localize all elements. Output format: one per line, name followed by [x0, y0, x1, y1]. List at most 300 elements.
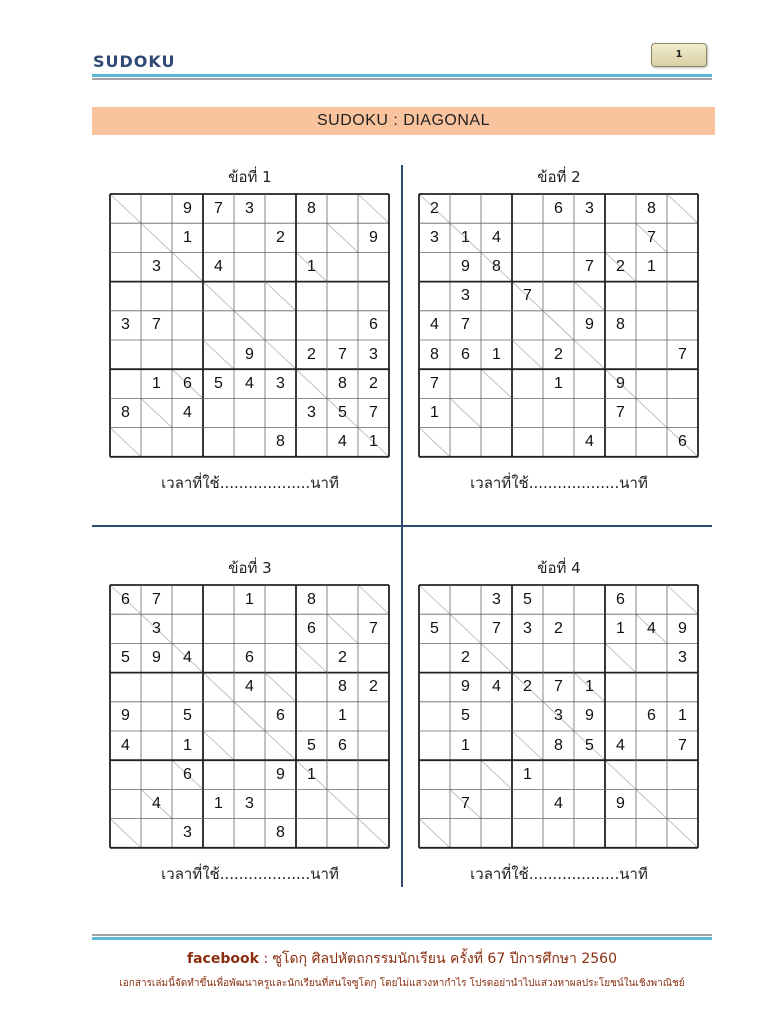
sudoku-cell [605, 194, 636, 223]
sudoku-cell [419, 252, 450, 281]
sudoku-cell [667, 819, 698, 848]
sudoku-cell: 7 [616, 403, 625, 421]
footer-credit [92, 948, 712, 970]
sudoku-cell [667, 369, 698, 398]
puzzle-label: ข้อที่ 3 [228, 559, 272, 577]
sudoku-cell [265, 673, 296, 702]
sudoku-cell [543, 585, 574, 614]
sudoku-cell: 5 [214, 374, 223, 392]
sudoku-cell [203, 760, 234, 789]
sudoku-cell: 1 [492, 345, 501, 363]
horizontal-divider [92, 525, 712, 527]
sudoku-cell [296, 311, 327, 340]
sudoku-cell: 7 [214, 199, 223, 217]
sudoku-cell: 2 [461, 648, 470, 666]
sudoku-cell [172, 789, 203, 818]
sudoku-cell: 1 [616, 619, 625, 637]
sudoku-cell [141, 702, 172, 731]
sudoku-cell [296, 282, 327, 311]
sudoku-cell: 6 [554, 199, 563, 217]
sudoku-cell: 2 [307, 345, 316, 363]
sudoku-cell: 7 [338, 345, 347, 363]
sudoku-cell [636, 731, 667, 760]
sudoku-cell [110, 789, 141, 818]
sudoku-cell [265, 194, 296, 223]
sudoku-cell [605, 760, 636, 789]
sudoku-cell: 4 [492, 228, 501, 246]
sudoku-cell: 4 [245, 374, 254, 392]
sudoku-cell [543, 311, 574, 340]
footer-credit-text: : ซูโดกุ ศิลปหัตถกรรมนักเรียน ครั้งที่ 67 ปีการศึกษา 2560 [258, 951, 617, 967]
sudoku-cell: 1 [338, 707, 347, 725]
sudoku-cell [636, 282, 667, 311]
sudoku-cell [574, 819, 605, 848]
sudoku-cell [605, 702, 636, 731]
sudoku-cell [141, 760, 172, 789]
sudoku-cell: 7 [152, 316, 161, 334]
sudoku-cell [636, 819, 667, 848]
sudoku-cell: 3 [461, 287, 470, 305]
sudoku-cell: 9 [152, 648, 161, 666]
puzzle-label: ข้อที่ 1 [228, 168, 272, 186]
sudoku-cell [296, 819, 327, 848]
sudoku-cell [450, 398, 481, 427]
sudoku-cell [450, 585, 481, 614]
sudoku-cell [141, 340, 172, 369]
sudoku-cell: 1 [214, 794, 223, 812]
sudoku-grid [418, 584, 697, 847]
sudoku-grid [418, 193, 697, 456]
sudoku-cell [234, 819, 265, 848]
sudoku-cell [203, 673, 234, 702]
sudoku-cell [327, 760, 358, 789]
sudoku-cell [636, 643, 667, 672]
sudoku-cell: 3 [585, 199, 594, 217]
sudoku-cell [327, 223, 358, 252]
sudoku-cell [605, 428, 636, 457]
sudoku-cell [636, 585, 667, 614]
sudoku-cell [327, 585, 358, 614]
sudoku-cell [296, 673, 327, 702]
sudoku-cell [110, 819, 141, 848]
sudoku-cell: 1 [461, 228, 470, 246]
sudoku-cell: 4 [183, 648, 192, 666]
sudoku-cell: 7 [152, 590, 161, 608]
sudoku-cell: 6 [183, 765, 192, 783]
sudoku-cell: 3 [152, 257, 161, 275]
sudoku-cell [512, 643, 543, 672]
sudoku-cell [327, 819, 358, 848]
sudoku-cell: 3 [492, 590, 501, 608]
sudoku-cell: 3 [307, 403, 316, 421]
sudoku-cell: 3 [183, 824, 192, 842]
sudoku-cell [203, 428, 234, 457]
sudoku-cell [419, 673, 450, 702]
sudoku-cell: 6 [369, 316, 378, 334]
sudoku-cell: 7 [492, 619, 501, 637]
sudoku-cell [667, 252, 698, 281]
sudoku-cell: 8 [338, 374, 347, 392]
grid-cells [110, 194, 389, 457]
sudoku-cell [358, 760, 389, 789]
sudoku-cell: 4 [338, 433, 347, 451]
sudoku-cell [512, 194, 543, 223]
sudoku-cell [172, 614, 203, 643]
sudoku-cell: 8 [647, 199, 656, 217]
sudoku-cell: 9 [245, 345, 254, 363]
sudoku-cell: 3 [523, 619, 532, 637]
sudoku-cell [110, 252, 141, 281]
sudoku-cell [574, 643, 605, 672]
sudoku-cell: 4 [121, 736, 130, 754]
puzzle-label: ข้อที่ 2 [537, 168, 581, 186]
sudoku-cell: 7 [678, 736, 687, 754]
sudoku-cell [203, 731, 234, 760]
sudoku-cell: 1 [585, 678, 594, 696]
sudoku-cell [327, 252, 358, 281]
sudoku-cell: 5 [461, 707, 470, 725]
sudoku-cell [636, 311, 667, 340]
page-number-badge: 1 [651, 43, 707, 67]
sudoku-cell: 1 [554, 374, 563, 392]
sudoku-cell [574, 340, 605, 369]
sudoku-cell [296, 223, 327, 252]
sudoku-cell: 8 [307, 199, 316, 217]
sudoku-cell [543, 819, 574, 848]
sudoku-cell [265, 643, 296, 672]
sudoku-cell [203, 223, 234, 252]
time-used-line: เวลาที่ใช้...................นาที [470, 865, 648, 883]
sudoku-cell [450, 760, 481, 789]
sudoku-cell: 9 [461, 678, 470, 696]
sudoku-cell [265, 340, 296, 369]
sudoku-cell [574, 282, 605, 311]
sudoku-cell [605, 223, 636, 252]
sudoku-cell [636, 369, 667, 398]
sudoku-cell: 1 [307, 257, 316, 275]
sudoku-cell [296, 643, 327, 672]
sudoku-cell: 2 [523, 678, 532, 696]
sudoku-cell: 5 [307, 736, 316, 754]
sudoku-cell [172, 282, 203, 311]
sudoku-cell [141, 194, 172, 223]
sudoku-cell: 2 [338, 648, 347, 666]
sudoku-cell: 7 [678, 345, 687, 363]
sudoku-cell [203, 585, 234, 614]
sudoku-cell [543, 398, 574, 427]
sudoku-cell: 4 [245, 678, 254, 696]
sudoku-cell [110, 673, 141, 702]
time-used-line: เวลาที่ใช้...................นาที [161, 474, 339, 492]
facebook-label: facebook [187, 951, 259, 967]
sudoku-cell: 4 [214, 257, 223, 275]
sudoku-cell [358, 282, 389, 311]
sudoku-cell [543, 223, 574, 252]
sudoku-cell: 9 [183, 199, 192, 217]
sudoku-cell: 1 [245, 590, 254, 608]
sudoku-cell: 5 [183, 707, 192, 725]
sudoku-cell [110, 760, 141, 789]
sudoku-cell: 9 [678, 619, 687, 637]
sudoku-cell: 7 [369, 403, 378, 421]
sudoku-cell [172, 673, 203, 702]
sudoku-cell: 4 [585, 433, 594, 451]
sudoku-cell [543, 282, 574, 311]
sudoku-cell [327, 311, 358, 340]
sudoku-cell [543, 760, 574, 789]
sudoku-cell [203, 282, 234, 311]
sudoku-cell [667, 282, 698, 311]
sudoku-cell: 8 [307, 590, 316, 608]
sudoku-cell [203, 819, 234, 848]
sudoku-grid [109, 584, 388, 847]
sudoku-cell [419, 702, 450, 731]
sudoku-cell [574, 398, 605, 427]
sudoku-cell: 6 [245, 648, 254, 666]
sudoku-cell [265, 585, 296, 614]
time-used-line: เวลาที่ใช้...................นาที [470, 474, 648, 492]
sudoku-cell [141, 428, 172, 457]
sudoku-cell: 9 [461, 257, 470, 275]
sudoku-cell [358, 194, 389, 223]
sudoku-cell: 9 [121, 707, 130, 725]
sudoku-cell: 4 [554, 794, 563, 812]
sudoku-cell: 5 [121, 648, 130, 666]
sudoku-cell: 6 [307, 619, 316, 637]
sudoku-cell [574, 789, 605, 818]
sudoku-cell: 1 [523, 765, 532, 783]
sudoku-cell [141, 673, 172, 702]
sudoku-cell [172, 340, 203, 369]
sudoku-cell [172, 311, 203, 340]
sudoku-cell [450, 819, 481, 848]
sudoku-cell [543, 252, 574, 281]
sudoku-cell: 8 [121, 403, 130, 421]
sudoku-cell [358, 585, 389, 614]
sudoku-cell [172, 252, 203, 281]
sudoku-cell [450, 614, 481, 643]
sudoku-cell [234, 398, 265, 427]
sudoku-cell [141, 398, 172, 427]
sudoku-cell [481, 760, 512, 789]
sudoku-cell [327, 789, 358, 818]
sudoku-cell [574, 223, 605, 252]
sudoku-cell [574, 760, 605, 789]
sudoku-cell [419, 819, 450, 848]
sudoku-cell: 2 [369, 678, 378, 696]
sudoku-cell [450, 369, 481, 398]
sudoku-cell [574, 614, 605, 643]
sudoku-cell: 5 [523, 590, 532, 608]
sudoku-cell: 2 [430, 199, 439, 217]
sudoku-cell [265, 614, 296, 643]
sudoku-cell [636, 673, 667, 702]
sudoku-cell [667, 789, 698, 818]
sudoku-cell [481, 428, 512, 457]
sudoku-cell [203, 614, 234, 643]
sudoku-cell [265, 731, 296, 760]
sudoku-cell [481, 282, 512, 311]
sudoku-cell: 2 [616, 257, 625, 275]
sudoku-cell: 5 [430, 619, 439, 637]
sudoku-cell [296, 702, 327, 731]
sudoku-cell: 6 [647, 707, 656, 725]
sudoku-cell: 3 [276, 374, 285, 392]
sudoku-cell: 3 [678, 648, 687, 666]
time-used-line: เวลาที่ใช้...................นาที [161, 865, 339, 883]
sudoku-cell: 6 [461, 345, 470, 363]
sudoku-cell: 7 [523, 287, 532, 305]
sudoku-cell [481, 311, 512, 340]
sudoku-cell [265, 252, 296, 281]
sudoku-cell: 6 [276, 707, 285, 725]
sudoku-cell [234, 614, 265, 643]
sudoku-cell [141, 282, 172, 311]
sudoku-cell [450, 194, 481, 223]
sudoku-cell: 9 [585, 707, 594, 725]
sudoku-cell [512, 731, 543, 760]
sudoku-cell [141, 223, 172, 252]
sudoku-cell: 7 [585, 257, 594, 275]
sudoku-cell [110, 428, 141, 457]
top-rule [92, 74, 712, 80]
sudoku-cell [450, 428, 481, 457]
sudoku-cell: 1 [678, 707, 687, 725]
sudoku-cell [481, 819, 512, 848]
sudoku-cell [265, 789, 296, 818]
sudoku-cell [574, 369, 605, 398]
sudoku-cell: 2 [369, 374, 378, 392]
sudoku-cell [636, 340, 667, 369]
sudoku-cell [419, 585, 450, 614]
sudoku-cell: 6 [183, 374, 192, 392]
sudoku-cell: 1 [461, 736, 470, 754]
sudoku-cell: 8 [276, 824, 285, 842]
sudoku-cell [110, 340, 141, 369]
sudoku-cell: 1 [152, 374, 161, 392]
sudoku-cell [172, 428, 203, 457]
sudoku-cell [296, 789, 327, 818]
sudoku-cell [203, 340, 234, 369]
sudoku-cell: 8 [276, 433, 285, 451]
sudoku-cell [512, 428, 543, 457]
sudoku-cell [574, 585, 605, 614]
sudoku-cell: 6 [338, 736, 347, 754]
sudoku-cell [543, 428, 574, 457]
sudoku-cell [234, 282, 265, 311]
sudoku-cell: 6 [678, 433, 687, 451]
sudoku-cell [512, 311, 543, 340]
sudoku-cell: 4 [647, 619, 656, 637]
sudoku-cell [265, 282, 296, 311]
sudoku-cell [667, 398, 698, 427]
sudoku-cell [481, 789, 512, 818]
sudoku-cell: 3 [245, 199, 254, 217]
header-title: SUDOKU [93, 52, 176, 71]
sudoku-cell: 3 [369, 345, 378, 363]
sudoku-cell: 3 [430, 228, 439, 246]
sudoku-cell: 1 [430, 403, 439, 421]
sudoku-cell [358, 643, 389, 672]
sudoku-cell [203, 643, 234, 672]
sudoku-grid [109, 193, 388, 456]
sudoku-cell [203, 702, 234, 731]
sudoku-cell: 8 [554, 736, 563, 754]
sudoku-cell [234, 252, 265, 281]
sudoku-cell [172, 585, 203, 614]
sudoku-cell: 7 [461, 316, 470, 334]
sudoku-cell [234, 223, 265, 252]
sudoku-cell [481, 731, 512, 760]
sudoku-cell [141, 731, 172, 760]
sudoku-cell [636, 428, 667, 457]
sudoku-cell: 3 [152, 619, 161, 637]
sudoku-cell: 1 [183, 736, 192, 754]
sudoku-cell: 9 [276, 765, 285, 783]
sudoku-cell [605, 282, 636, 311]
sudoku-cell [512, 223, 543, 252]
sudoku-cell: 1 [183, 228, 192, 246]
sudoku-cell [110, 369, 141, 398]
sudoku-cell: 9 [616, 794, 625, 812]
sudoku-cell [667, 311, 698, 340]
sudoku-cell [265, 398, 296, 427]
sudoku-cell: 7 [554, 678, 563, 696]
sudoku-cell: 4 [152, 794, 161, 812]
sudoku-cell: 4 [492, 678, 501, 696]
sudoku-cell [605, 819, 636, 848]
puzzle-label: ข้อที่ 4 [537, 559, 581, 577]
sudoku-cell: 2 [276, 228, 285, 246]
sudoku-cell [481, 369, 512, 398]
sudoku-cell: 2 [554, 345, 563, 363]
sudoku-cell: 8 [338, 678, 347, 696]
banner-title: SUDOKU : DIAGONAL [92, 107, 715, 135]
sudoku-cell [327, 194, 358, 223]
sudoku-cell: 1 [369, 433, 378, 451]
sudoku-cell [296, 428, 327, 457]
sudoku-cell [512, 702, 543, 731]
sudoku-cell: 4 [616, 736, 625, 754]
sudoku-cell [481, 398, 512, 427]
sudoku-cell: 5 [338, 403, 347, 421]
sudoku-cell: 4 [183, 403, 192, 421]
sudoku-cell [512, 340, 543, 369]
sudoku-cell [667, 194, 698, 223]
sudoku-cell [358, 789, 389, 818]
sudoku-cell [234, 428, 265, 457]
sudoku-cell [667, 673, 698, 702]
sudoku-cell [605, 643, 636, 672]
sudoku-cell [358, 819, 389, 848]
sudoku-cell [203, 398, 234, 427]
sudoku-cell [512, 369, 543, 398]
sudoku-cell [296, 369, 327, 398]
grid-cells [110, 585, 389, 848]
sudoku-cell: 9 [585, 316, 594, 334]
sudoku-cell [636, 789, 667, 818]
sudoku-cell [419, 643, 450, 672]
sudoku-cell [419, 760, 450, 789]
sudoku-cell [110, 282, 141, 311]
sudoku-cell [667, 760, 698, 789]
sudoku-cell [203, 311, 234, 340]
grid-cells [419, 585, 698, 848]
sudoku-cell [327, 614, 358, 643]
sudoku-cell: 3 [554, 707, 563, 725]
sudoku-cell [636, 760, 667, 789]
sudoku-cell [358, 731, 389, 760]
